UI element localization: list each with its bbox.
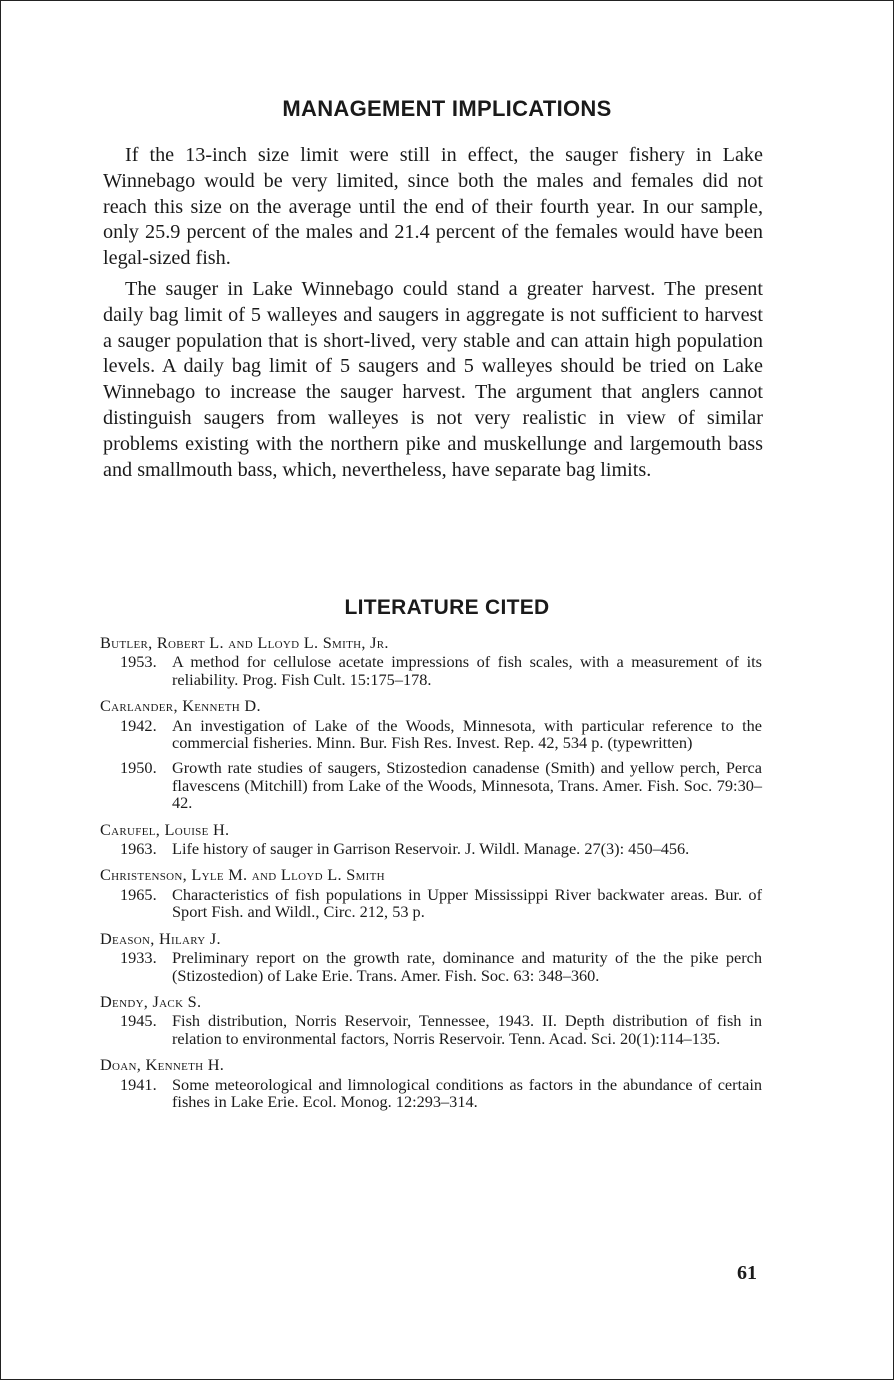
reference-list	[100, 634, 762, 1119]
reference-entry	[100, 949, 762, 984]
reference-entry	[100, 1012, 762, 1047]
reference-year: 1950.	[120, 758, 157, 778]
paragraph-1: If the 13-inch size limit were still in effect, the sauger fishery in Lake Winnebago would be very limited, since both the males and females did not reach this size on the average until the end of their fourth year. In our sample, only 25.9 percent of the males and 21.4 percent of the females would have been legal-sized fish.	[103, 144, 763, 270]
reference-text: Some meteorological and limnological conditions as factors in the abundance of certain fishes in Lake Erie. Ecol. Monog. 12:293–314.	[172, 1074, 762, 1111]
reference-author: Carlander, Kenneth D.	[100, 696, 261, 716]
reference-author: Carufel, Louise H.	[100, 819, 230, 839]
reference-group-butler	[100, 634, 762, 688]
reference-year: 1963.	[120, 839, 157, 859]
reference-year: 1941.	[120, 1074, 157, 1094]
reference-entry	[100, 886, 762, 921]
reference-group-carufel	[100, 821, 762, 858]
reference-group-carlander	[100, 697, 762, 811]
reference-text: Life history of sauger in Garrison Reservoir. J. Wildl. Manage. 27(3): 450–456.	[172, 839, 690, 859]
reference-group-dendy	[100, 993, 762, 1047]
reference-author: Deason, Hilary J.	[100, 928, 221, 948]
reference-author: Butler, Robert L. and Lloyd L. Smith, Jr.	[100, 633, 389, 652]
reference-group-christenson	[100, 866, 762, 920]
reference-year: 1933.	[120, 948, 157, 968]
reference-year: 1965.	[120, 884, 157, 904]
reference-author: Doan, Kenneth H.	[100, 1055, 225, 1075]
reference-text: Growth rate studies of saugers, Stizostedion canadense (Smith) and yellow perch, Perca flavescens (Mitchill) from Lake of the Woods, Minnesota, Trans. Amer. Fish. Soc. 79:30–42.	[172, 758, 762, 813]
reference-year: 1945.	[120, 1011, 157, 1031]
management-implications-heading: MANAGEMENT IMPLICATIONS	[282, 96, 612, 121]
reference-text: Characteristics of fish populations in Upper Mississippi River backwater areas. Bur. of Sport Fish. and Wildl., Circ. 212, 53 p.	[172, 884, 762, 922]
reference-year: 1942.	[120, 715, 157, 735]
literature-cited-heading: LITERATURE CITED	[344, 596, 550, 619]
reference-text: A method for cellulose acetate impressions of fish scales, with a measurement of its reliability. Prog. Fish Cult. 15:175–178.	[172, 652, 762, 689]
reference-author: Christenson, Lyle M. and Lloyd L. Smith	[100, 865, 385, 885]
reference-group-deason	[100, 930, 762, 984]
reference-year: 1953.	[120, 652, 157, 672]
reference-entry	[100, 1076, 762, 1111]
reference-text: Fish distribution, Norris Reservoir, Tennessee, 1943. II. Depth distribution of fish in relation to environmental factors, Norris Reservoir. Tenn. Acad. Sci. 20(1):114–135.	[172, 1011, 762, 1048]
reference-text: Preliminary report on the growth rate, dominance and maturity of the the pike perch (Stizostedion) of Lake Erie. Trans. Amer. Fish. Soc. 63: 348–360.	[172, 948, 762, 985]
reference-entry	[100, 653, 762, 688]
reference-entry	[100, 717, 762, 752]
paragraph-2: The sauger in Lake Winnebago could stand a greater harvest. The present daily bag limit of 5 walleyes and saugers in aggregate is not sufficient to harvest a sauger population that is short-lived, very stable and can attain high population levels. A daily bag limit of 5 saugers and 5 walleyes should be tried on Lake Winnebago to increase the sauger harvest. The argument that anglers cannot distinguish saugers from walleyes is not very realistic in view of similar problems existing with the northern pike and muskellunge and largemouth bass and smallmouth bass, which, nevertheless, have separate bag limits.	[103, 277, 763, 481]
reference-group-doan	[100, 1056, 762, 1110]
reference-text: An investigation of Lake of the Woods, Minnesota, with particular reference to the commercial fisheries. Minn. Bur. Fish Res. Invest. Rep. 42, 534 p. (typewritten)	[172, 715, 762, 753]
reference-author: Dendy, Jack S.	[100, 991, 202, 1011]
reference-entry	[100, 759, 762, 811]
management-implications-body	[103, 143, 763, 483]
reference-entry	[100, 840, 762, 857]
page-number: 61	[737, 1262, 757, 1284]
